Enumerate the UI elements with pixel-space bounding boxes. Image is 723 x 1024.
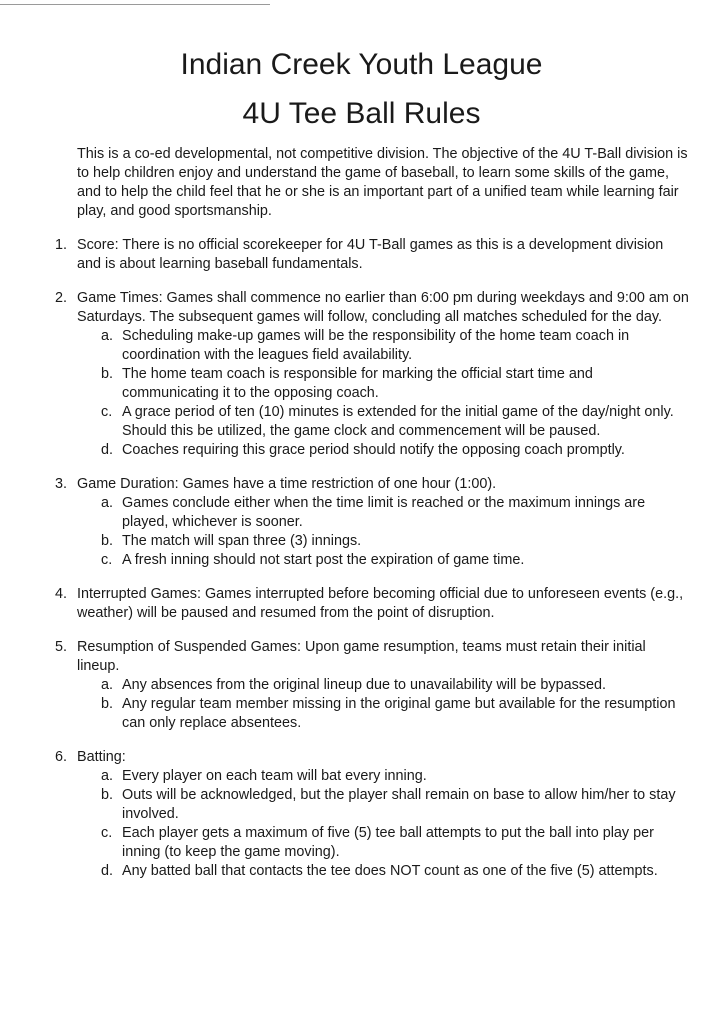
sub-rules-list <box>0 676 723 733</box>
sub-rule-text: Games conclude either when the time limit is reached or the maximum innings are played, whichever is sooner. <box>122 495 646 530</box>
rule-item <box>0 748 723 881</box>
sub-rule-item <box>0 532 723 551</box>
sub-rules-list <box>0 767 723 881</box>
sub-rule-text: The home team coach is responsible for marking the official start time and communicating it to the opposing coach. <box>122 366 593 401</box>
rule-item <box>0 236 723 274</box>
sub-rule-text: Coaches requiring this grace period should notify the opposing coach promptly. <box>122 442 625 458</box>
sub-rule-letter: c. <box>101 552 113 568</box>
rule-number: 1. <box>55 237 68 253</box>
rule-text: Resumption of Suspended Games: Upon game resumption, teams must retain their initial lineup. <box>77 639 646 674</box>
scan-edge-line <box>0 4 270 5</box>
rule-text: Batting: <box>77 749 126 765</box>
sub-rule-letter: d. <box>101 442 114 458</box>
rule-number: 5. <box>55 639 68 655</box>
sub-rule-letter: d. <box>101 863 114 879</box>
rule-item <box>0 638 723 733</box>
sub-rule-letter: b. <box>101 696 114 712</box>
sub-rule-item <box>0 494 723 532</box>
sub-rule-text: A fresh inning should not start post the expiration of game time. <box>122 552 525 568</box>
rule-text: Score: There is no official scorekeeper for 4U T-Ball games as this is a development division and is about learning baseball fundamentals. <box>77 237 664 272</box>
sub-rule-item <box>0 327 723 365</box>
sub-rule-item <box>0 676 723 695</box>
sub-rule-text: Each player gets a maximum of five (5) tee ball attempts to put the ball into play per inning (to keep the game moving). <box>122 825 654 860</box>
rule-item <box>0 289 723 460</box>
rule-number: 2. <box>55 290 68 306</box>
sub-rule-item <box>0 767 723 786</box>
sub-rule-letter: a. <box>101 328 114 344</box>
rule-number: 6. <box>55 749 68 765</box>
sub-rules-list <box>0 494 723 570</box>
rule-item <box>0 475 723 570</box>
sub-rule-text: A grace period of ten (10) minutes is extended for the initial game of the day/night only. Should this be utilized, the game clock and commencement will be paused. <box>122 404 674 439</box>
rule-number: 3. <box>55 476 68 492</box>
sub-rule-item <box>0 551 723 570</box>
sub-rule-item <box>0 403 723 441</box>
sub-rule-text: Scheduling make-up games will be the responsibility of the home team coach in coordination with the leagues field availability. <box>122 328 630 363</box>
sub-rule-text: Any regular team member missing in the original game but available for the resumption can only replace absentees. <box>122 696 676 731</box>
sub-rule-letter: a. <box>101 768 114 784</box>
rule-text: Game Duration: Games have a time restriction of one hour (1:00). <box>77 476 497 492</box>
sub-rule-letter: b. <box>101 366 114 382</box>
sub-rule-letter: b. <box>101 533 114 549</box>
rules-title: 4U Tee Ball Rules <box>242 97 481 130</box>
rule-number: 4. <box>55 586 68 602</box>
league-title: Indian Creek Youth League <box>180 48 543 81</box>
sub-rule-letter: c. <box>101 404 113 420</box>
rule-text: Interrupted Games: Games interrupted before becoming official due to unforeseen events (e.g., weather) will be paused and resumed from the point of disruption. <box>77 586 684 621</box>
sub-rule-item <box>0 695 723 733</box>
sub-rule-letter: a. <box>101 495 114 511</box>
sub-rule-letter: b. <box>101 787 114 803</box>
sub-rule-text: Any batted ball that contacts the tee does NOT count as one of the five (5) attempts. <box>122 863 658 879</box>
rule-text: Game Times: Games shall commence no earlier than 6:00 pm during weekdays and 9:00 am on Saturdays. The subsequent games will follow, concluding all matches scheduled for the day. <box>77 290 689 325</box>
rule-item <box>0 585 723 623</box>
sub-rule-item <box>0 786 723 824</box>
sub-rule-text: Outs will be acknowledged, but the player shall remain on base to allow him/her to stay involved. <box>122 787 676 822</box>
sub-rule-item <box>0 824 723 862</box>
sub-rule-text: Every player on each team will bat every inning. <box>122 768 427 784</box>
sub-rule-item <box>0 365 723 403</box>
intro-paragraph: This is a co-ed developmental, not competitive division. The objective of the 4U T-Ball division is to help children enjoy and understand the game of baseball, to learn some skills of the game, and to help the child feel that he or she is an important part of a unified team while learning fair play, and good sportsmanship. <box>77 146 688 219</box>
sub-rule-item <box>0 441 723 460</box>
sub-rule-text: The match will span three (3) innings. <box>122 533 362 549</box>
sub-rules-list <box>0 327 723 460</box>
sub-rule-text: Any absences from the original lineup due to unavailability will be bypassed. <box>122 677 606 693</box>
sub-rule-letter: c. <box>101 825 113 841</box>
sub-rule-letter: a. <box>101 677 114 693</box>
rules-list <box>0 236 723 896</box>
sub-rule-item <box>0 862 723 881</box>
